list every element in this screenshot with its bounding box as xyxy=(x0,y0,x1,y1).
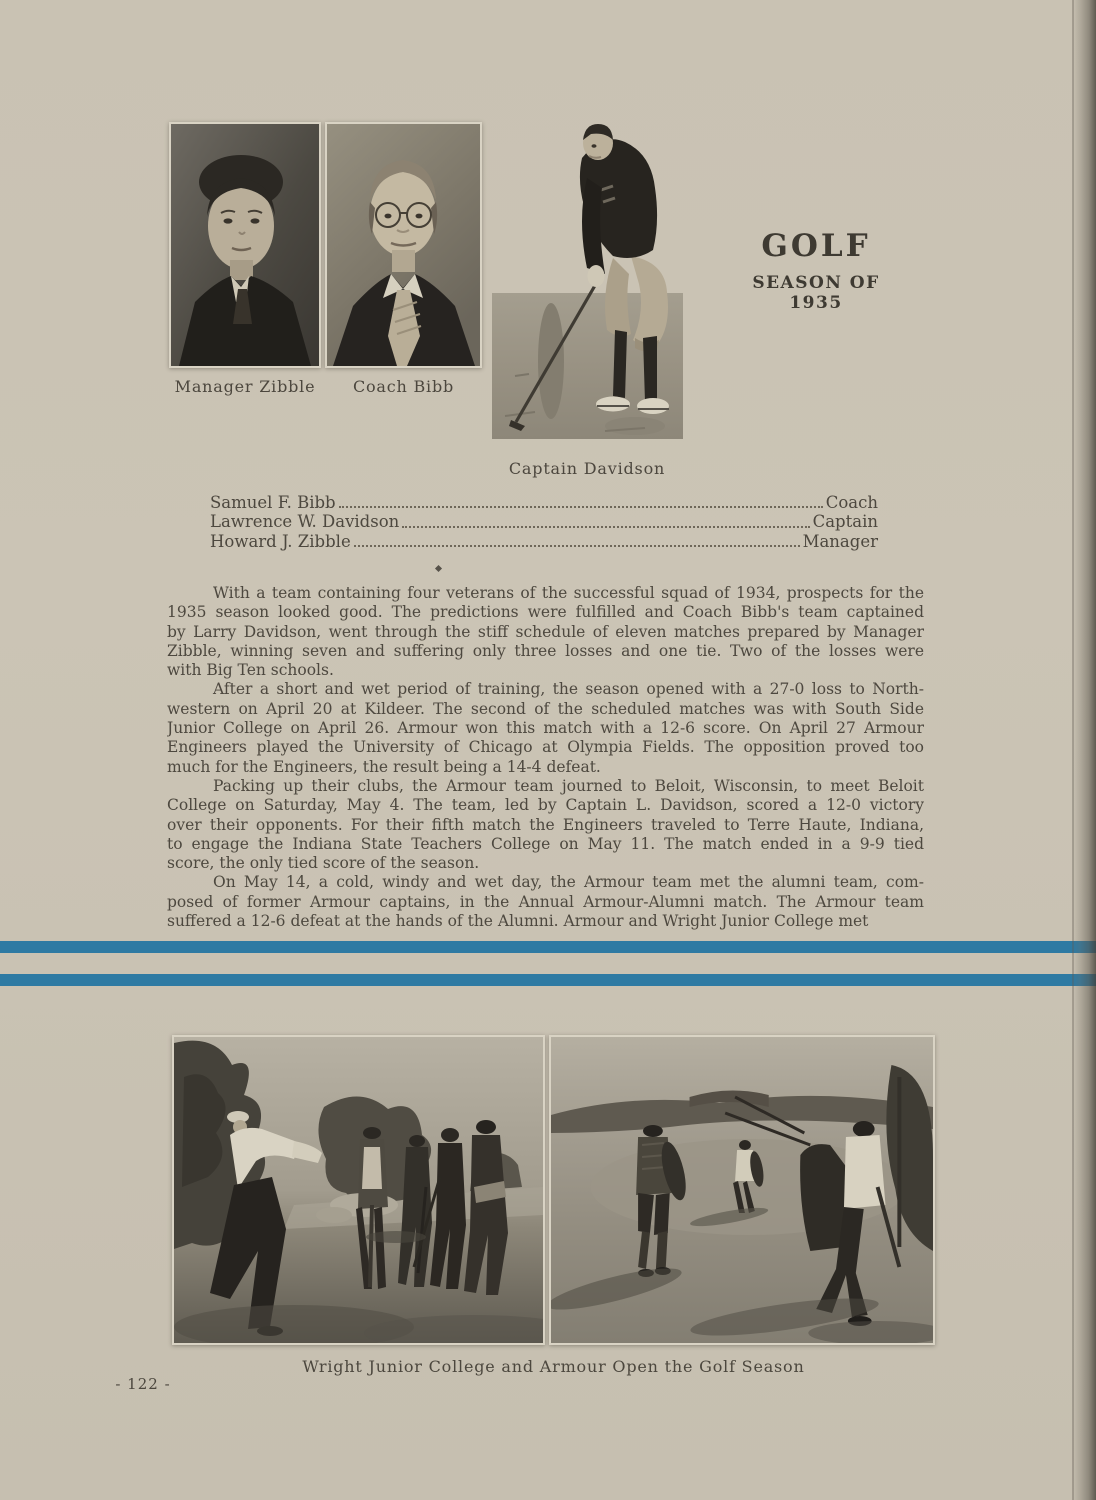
body-line: Junior College on April 26. Armour won this match with a 12-6 score. On April 27 Armour xyxy=(167,719,924,738)
dotted-leader xyxy=(339,505,823,508)
body-line: much for the Engineers, the result being a 14-4 defeat. xyxy=(167,757,601,776)
divider-band-top xyxy=(0,941,1096,953)
page-title: GOLF xyxy=(761,228,871,264)
roster-name: Howard J. Zibble xyxy=(210,531,351,551)
bibb-caption: Coach Bibb xyxy=(352,377,455,396)
ornament-dot xyxy=(435,565,442,572)
body-line: Packing up their clubs, the Armour team journed to Beloit, Wisconsin, to meet Beloit xyxy=(213,776,924,795)
body-line: suffered a 12-6 defeat at the hands of the Alumni. Armour and Wright Junior College met xyxy=(167,912,869,931)
body-line: With a team containing four veterans of the successful squad of 1934, prospects for the xyxy=(213,584,924,602)
dotted-leader xyxy=(354,544,800,547)
body-line: After a short and wet period of training, the season opened with a 27-0 loss to North- xyxy=(213,680,924,699)
roster-name: Lawrence W. Davidson xyxy=(210,512,400,532)
roster-row xyxy=(210,493,878,512)
page-number: - 122 - xyxy=(115,1375,171,1393)
body-line: by Larry Davidson, went through the stiff schedule of eleven matches prepared by Manager xyxy=(167,622,924,641)
article-body xyxy=(167,584,924,931)
body-line: over their opponents. For their fifth match the Engineers traveled to Terre Haute, Indiana, xyxy=(167,815,924,834)
golf-fairway-walk-photo xyxy=(549,1035,935,1345)
masthead xyxy=(728,228,904,313)
roster-row xyxy=(210,512,878,531)
roster-role: Manager xyxy=(802,531,878,551)
roster-name: Samuel F. Bibb xyxy=(210,493,336,512)
body-line: Engineers played the University of Chicago at Olympia Fields. The opposition proved too xyxy=(167,738,924,757)
body-line: On May 14, a cold, windy and wet day, the Armour team met the alumni team, com- xyxy=(213,873,924,892)
body-line: to engage the Indiana State Teachers College on May 11. The match ended in a 9-9 tied xyxy=(167,834,924,853)
roster-role: Captain xyxy=(812,512,878,532)
body-line: 1935 season looked good. The predictions were fulfilled and Coach Bibb's team captained xyxy=(167,603,924,622)
page-subtitle: SEASON OF 1935 xyxy=(752,273,880,313)
body-line: Zibble, winning seven and suffering only three losses and one tie. Two of the losses were xyxy=(167,641,924,660)
divider-band-bottom xyxy=(0,974,1096,986)
body-line: with Big Ten schools. xyxy=(167,661,334,680)
roster-role: Coach xyxy=(825,493,878,512)
roster-list xyxy=(210,493,878,551)
zibble-caption: Manager Zibble xyxy=(174,377,316,396)
golf-tee-group-photo xyxy=(172,1035,545,1345)
bottom-photo-caption: Wright Junior College and Armour Open the Golf Season xyxy=(302,1357,805,1376)
dotted-leader xyxy=(402,525,809,528)
davidson-action-photo xyxy=(485,116,685,451)
bibb-portrait-photo xyxy=(325,122,482,368)
roster-row xyxy=(210,532,878,551)
body-line: score, the only tied score of the season. xyxy=(167,854,480,873)
body-line: western on April 20 at Kildeer. The second of the scheduled matches was with South Side xyxy=(167,699,924,718)
book-gutter-shadow xyxy=(1072,0,1096,1500)
body-line: posed of former Armour captains, in the Annual Armour-Alumni match. The Armour team xyxy=(167,892,924,911)
davidson-caption: Captain Davidson xyxy=(508,459,666,478)
zibble-portrait-photo xyxy=(169,122,321,368)
body-line: College on Saturday, May 4. The team, led by Captain L. Davidson, scored a 12-0 victory xyxy=(167,796,924,815)
